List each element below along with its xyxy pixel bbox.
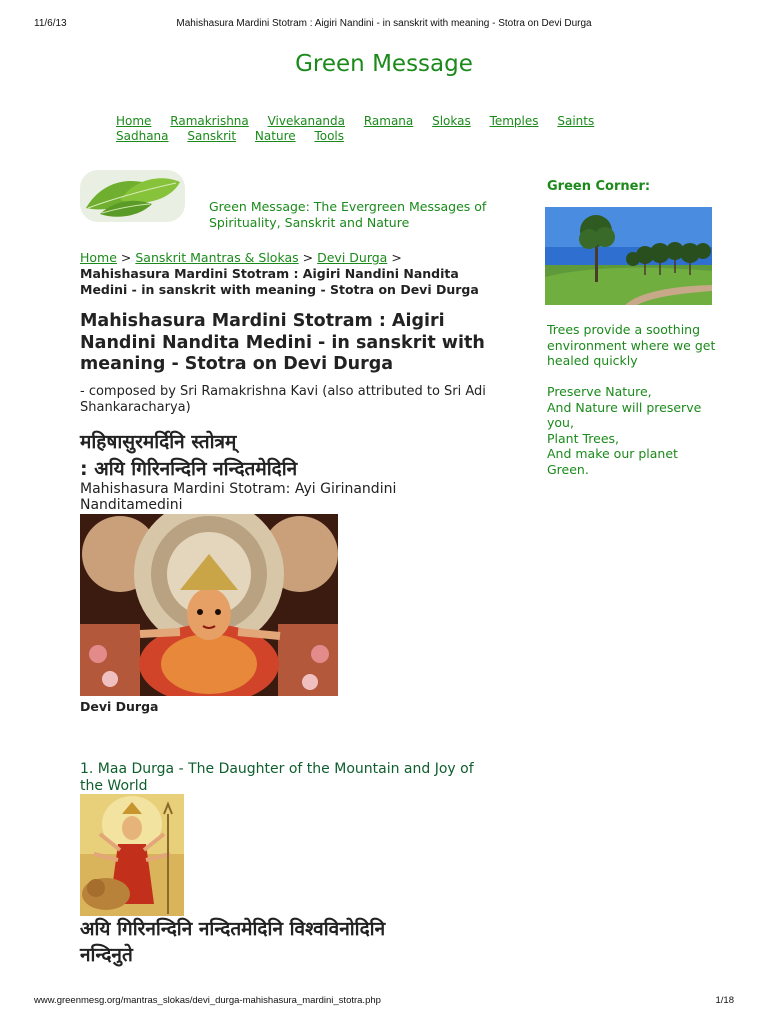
sidebar-text-trees: Trees provide a soothing environment where we get healed quickly bbox=[547, 322, 716, 368]
print-header bbox=[34, 18, 734, 32]
composer-credit: - composed by Sri Ramakrishna Kavi (also attributed to Sri Adi Shankaracharya) bbox=[80, 384, 486, 415]
print-footer bbox=[34, 995, 734, 1009]
sidebar-line-4: And make our planet Green. bbox=[547, 446, 678, 477]
main-nav bbox=[116, 114, 676, 144]
sidebar-title: Green Corner: bbox=[547, 179, 651, 194]
sanskrit-heading bbox=[80, 429, 500, 483]
nav-link-home[interactable]: Home bbox=[116, 114, 152, 128]
sidebar-line-1: Preserve Nature, bbox=[547, 384, 652, 399]
nav-link-ramana[interactable]: Ramana bbox=[363, 114, 414, 128]
breadcrumb bbox=[80, 250, 510, 298]
sidebar-line-3: Plant Trees, bbox=[547, 430, 619, 446]
sidebar-spacer bbox=[547, 369, 722, 385]
nav-link-temples[interactable]: Temples bbox=[489, 114, 539, 128]
site-title[interactable]: Green Message bbox=[295, 51, 473, 77]
site-tagline: Green Message: The Evergreen Messages of Spirituality, Sanskrit and Nature bbox=[209, 199, 487, 230]
breadcrumb-separator: > bbox=[391, 250, 402, 265]
print-date: 11/6/13 bbox=[34, 18, 67, 29]
sanskrit-heading-line-2: : अयि गिरिनन्दिनि नन्दितमेदिनि bbox=[80, 458, 298, 480]
breadcrumb-current-page: Mahishasura Mardini Stotram : Aigiri Nandini Nandita Medini - in sanskrit with meaning - Stotra on Devi Durga bbox=[80, 266, 479, 297]
sanskrit-verse-line-1: अयि गिरिनन्दिनि नन्दितमेदिनि विश्वविनोदिनि bbox=[80, 918, 386, 940]
page-title: Mahishasura Mardini Stotram : Aigiri Nandini Nandita Medini - in sanskrit with meaning - Stotra on Devi Durga bbox=[80, 311, 485, 374]
nav-link-slokas[interactable]: Slokas bbox=[432, 114, 471, 128]
nav-link-sanskrit[interactable]: Sanskrit bbox=[187, 129, 237, 143]
devi-durga-image bbox=[80, 514, 338, 696]
nav-link-saints[interactable]: Saints bbox=[557, 114, 595, 128]
breadcrumb-separator: > bbox=[302, 250, 314, 265]
breadcrumb-link-sanskrit-mantras[interactable]: Sanskrit Mantras & Slokas bbox=[135, 250, 299, 265]
sidebar-text bbox=[547, 322, 722, 477]
print-page-number: 1/18 bbox=[715, 995, 734, 1006]
sidebar-line-2: And Nature will preserve you, bbox=[547, 399, 702, 430]
nav-link-tools[interactable]: Tools bbox=[314, 129, 345, 143]
maa-durga-image bbox=[80, 794, 184, 916]
nav-link-sadhana[interactable]: Sadhana bbox=[116, 129, 169, 143]
print-doc-title: Mahishasura Mardini Stotram : Aigiri Nandini - in sanskrit with meaning - Stotra on Devi Durga bbox=[176, 18, 592, 29]
breadcrumb-link-devi-durga[interactable]: Devi Durga bbox=[317, 250, 388, 265]
print-url: www.greenmesg.org/mantras_slokas/devi_durga-mahishasura_mardini_stotra.php bbox=[34, 995, 381, 1006]
breadcrumb-link-home[interactable]: Home bbox=[80, 250, 117, 265]
breadcrumb-separator: > bbox=[120, 250, 132, 265]
nav-link-ramakrishna[interactable]: Ramakrishna bbox=[170, 114, 249, 128]
image-caption: Devi Durga bbox=[80, 699, 159, 714]
sanskrit-verse-line-2: नन्दिनुते bbox=[80, 944, 133, 966]
sanskrit-heading-line-1: महिषासुरमर्दिनि स्तोत्रम् bbox=[80, 431, 237, 453]
leaf-logo-image bbox=[80, 170, 185, 222]
nav-link-vivekananda[interactable]: Vivekananda bbox=[267, 114, 345, 128]
nav-link-nature[interactable]: Nature bbox=[254, 129, 296, 143]
transliteration-heading: Mahishasura Mardini Stotram: Ayi Girinandini Nanditamedini bbox=[80, 481, 397, 513]
sanskrit-verse bbox=[80, 916, 500, 968]
tree-landscape-image bbox=[545, 207, 712, 305]
verse-heading: 1. Maa Durga - The Daughter of the Mountain and Joy of the World bbox=[80, 761, 474, 794]
